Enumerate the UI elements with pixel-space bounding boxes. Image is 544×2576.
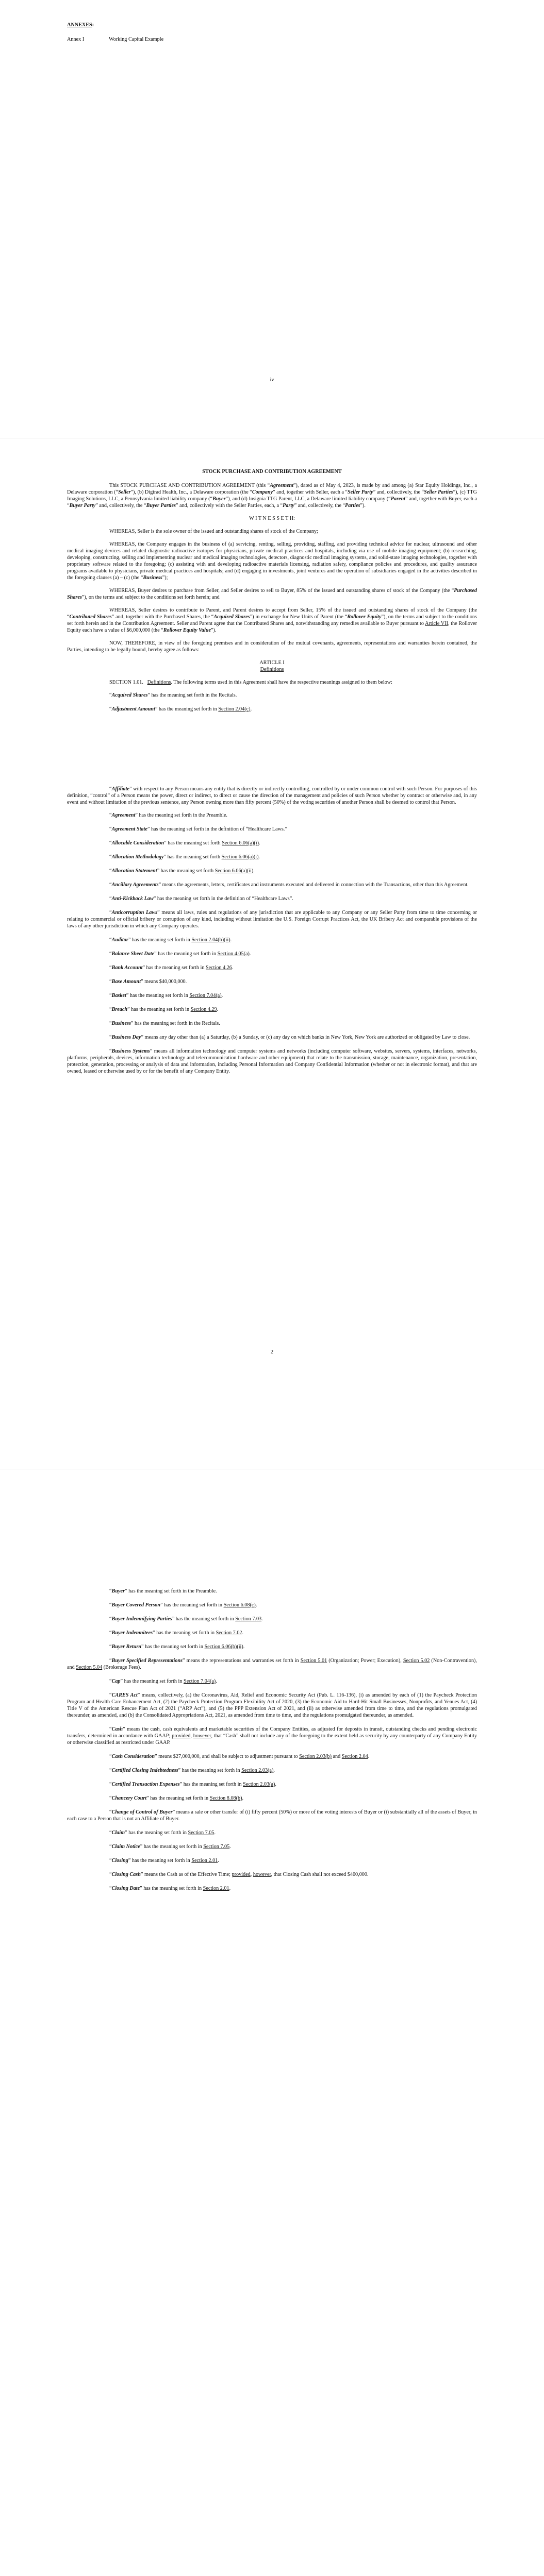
defined-term: Claim [111, 1830, 125, 1836]
definition-text: has the meaning set forth in [123, 1679, 184, 1684]
definition-item: “Allocation Methodology” has the meaning set forth Section 6.06(a)(i). [109, 854, 260, 860]
section-reference: however [193, 1733, 211, 1739]
section-reference: Section 7.05 [188, 1830, 215, 1836]
definition-text: means all information technology and computer systems and networks (including computer software, websites, servers, systems, interfaces, networks, platforms, peripherals, devices, information technology and telecommunication hardware and other equipment) that relate to the transmission, storage, maintenance, organization, presentation, protection, generation, processing or analysis of data and information, including Personal Information and Company Confidential Information (whether or not in electronic format), and that are owned, leased or otherwise used by or for the benefit of any Company Entity. [67, 1048, 477, 1074]
definition-text: has the meaning set forth in [130, 1858, 192, 1863]
section-reference: Section 5.04 [76, 1665, 103, 1670]
definition-item: “CARES Act” means, collectively, (a) the Coronavirus, Aid, Relief and Economic Security Act (Pub. L. 116-136), (i) as amended by each of (1) the Paycheck Protection Program and Health Care Enhancement Act, (2) the Paycheck Protection Program Flexibility Act of 2020, (3) the Economic Aid to Hard-Hit Small Businesses, Nonprofits, and Venues Act, (4) Title V of the American Rescue Plan Act of 2021 (“ARP Act”), and (5) the PPP Extension Act of 2021, and (ii) as otherwise amended from time to time, and the regulations promulgated thereunder, as amended, and (b) the Consolidated Appropriations Act, 2021, as amended from time to time, and the regulations promulgated thereunder, as amended. [67, 1692, 477, 1718]
definition-item: “Claim Notice” has the meaning set forth in Section 7.05. [109, 1844, 231, 1850]
recital-4: WHEREAS, Seller desires to contribute to Parent, and Parent desires to accept from Seller, 15% of the issued and outstanding shares of stock of the Company (the “Contributed Shares” and, together with the Purchased Shares, the “Acquired Shares”) in exchange for New Units of Parent (the “Rollover Equity”), on the terms and subject to the conditions set forth herein and in the Contribution Agreement. Seller and Parent agree that the Contributed Shares and, notwithstanding any remedies available to Buyer pursuant to Article VII, the Rollover Equity each have a value of $6,000,000 (the “Rollover Equity Value”). [67, 607, 477, 633]
defined-term: Auditor [111, 937, 128, 943]
definition-item: “Auditor” has the meaning set forth in Section 2.04(b)(ii). [109, 937, 232, 943]
now-therefore: NOW, THEREFORE, in view of the foregoing premises and in consideration of the mutual covenants, agreements, representations and warranties herein contained, the Parties, intending to be legally bound, hereby agree as follows: [67, 640, 477, 653]
definition-item: “Cash” means the cash, cash equivalents and marketable securities of the Company Entities, as adjusted for deposits in transit, outstanding checks and pending electronic transfers, determined in accordance with GAAP; provided, however, that “Cash” shall not include any of the foregoing to the extent held as security by any counterparty of any Company Entity or otherwise classified as restricted under GAAP. [67, 1726, 477, 1745]
definition-text: means a sale or other transfer of (i) fifty percent (50%) or more of the voting interests of Buyer or (i) substantially all of the assets of Buyer, in each case to a Person that is not an Affiliate of Buyer. [67, 1809, 477, 1822]
page-number: iv [270, 377, 274, 383]
definition-item: “Buyer” has the meaning set forth in the Preamble. [109, 1588, 217, 1594]
definition-text: has the meaning set forth in [143, 1644, 205, 1650]
section-reference: Section 2.04 [341, 1754, 368, 1759]
definition-item: “Breach” has the meaning set forth in Section 4.29. [109, 1007, 219, 1012]
definition-item: “Buyer Specified Representations” means the representations and warranties set forth in Section 5.01 (Organization; Power; Execution), Section 5.02 (Non-Contravention), and Section 5.04 (Brokerage Fees). [67, 1658, 477, 1670]
definition-text: . [232, 965, 234, 971]
defined-term: Buyer Covered Person [111, 1602, 161, 1608]
definition-item: “Adjustment Amount” has the meaning set forth in Section 2.04(c). [109, 706, 252, 712]
defined-term: Cash Consideration [111, 1754, 155, 1759]
page-3 [0, 1469, 544, 2576]
definition-text: . [258, 854, 260, 860]
section-reference: Section 7.04(a) [184, 1679, 216, 1684]
definition-text: has the meaning set forth [159, 868, 215, 874]
definition-item: “Anti-Kickback Law” has the meaning set forth in the definition of “Healthcare Laws”. [109, 896, 293, 902]
definition-text: has the meaning set forth in the Preamble. [137, 812, 227, 818]
definition-text: . [273, 1768, 275, 1773]
page-number: 2 [270, 1349, 274, 1355]
defined-term: Change of Control of Buyer [111, 1809, 173, 1815]
section-reference: Section 2.03(a) [241, 1768, 274, 1773]
definition-text: has the meaning set forth in [129, 1007, 191, 1012]
definition-item: “Business Day” means any day other than (a) a Saturday, (b) a Sunday, or (c) any day on which banks in New York, New York are authorized or obligated by Law to close. [109, 1035, 470, 1040]
definition-item: “Allocation Statement” has the meaning set forth Section 6.06(a)(ii). [109, 868, 255, 874]
definition-text: . [216, 1679, 217, 1684]
definition-item: “Business Systems” means all information technology and computer systems and networks (including computer software, websites, servers, systems, interfaces, networks, platforms, peripherals, devices, information technology and telecommunication hardware and other equipment) that relate to the transmission, storage, maintenance, organization, presentation, protection, generation, processing or analysis of data and information, including Personal Information and Company Confidential Information (whether or not in electronic format), and that are owned, leased or otherwise used by or for the benefit of any Company Entity. [67, 1048, 477, 1074]
definition-text: means $40,000,000. [143, 979, 187, 985]
definition-text: . [250, 706, 252, 712]
definition-affiliate: “Affiliate” with respect to any Person means any entity that is directly or indirectly controlling, controlled by or under common control with such Person. For purposes of this definition, “control” of a Person means the power, direct or indirect, to direct or cause the direction of the management and policies of such Person whether by contract or otherwise and, in any event and without limitation of the previous sentence, any Person owning more than fifty percent (50%) of the voting securities of another Person shall be deemed to control that Person. [67, 786, 477, 805]
definition-text: has the meaning set forth in [174, 1616, 236, 1622]
definition-text: . [253, 868, 255, 874]
section-reference: Section 7.02 [216, 1630, 242, 1636]
definition-text: . [255, 1602, 257, 1608]
definition-item: “Cash Consideration” means $27,000,000, and shall be subject to adjustment pursuant to Section 2.03(b) and Section 2.04. [109, 1754, 370, 1759]
definition-text: . [368, 1754, 370, 1759]
definition-text: means the Cash as of the Effective Time; [143, 1872, 232, 1877]
defined-term: Agreement [111, 812, 136, 818]
defined-term: Buyer Return [111, 1644, 141, 1650]
section-reference: Section 2.01 [203, 1886, 229, 1891]
defined-term: Chancery Court [111, 1795, 147, 1801]
defined-term: Allocation Methodology [111, 854, 164, 860]
section-reference: Section 2.03(b) [299, 1754, 332, 1759]
section-reference: Section 6.06(a)(i) [222, 840, 259, 846]
definition-item: “Agreement” has the meaning set forth in the Preamble. [109, 812, 227, 818]
definition-text: means the representations and warranties set forth in [185, 1658, 301, 1664]
page-annexes [0, 0, 544, 438]
definition-item: “Closing Cash” means the Cash as of the Effective Time; provided, however, that Closing Cash shall not exceed $400,000. [109, 1872, 369, 1877]
definition-text: , that Closing Cash shall not exceed $400,000. [271, 1872, 369, 1877]
definition-item: “Buyer Indemnitees” has the meaning set forth in Section 7.02. [109, 1630, 244, 1636]
definition-item: “Closing Date” has the meaning set forth in Section 2.01. [109, 1886, 231, 1891]
definition-item: “Ancillary Agreements” means the agreements, letters, certificates and instruments executed and delivered in connection with the Transactions, other than this Agreement. [109, 882, 469, 888]
definition-text: . [230, 937, 232, 943]
defined-term: Certified Transaction Expenses [111, 1782, 180, 1787]
definition-text: . [242, 1795, 244, 1801]
defined-term: Acquired Shares [111, 692, 148, 698]
defined-term: Buyer [111, 1588, 125, 1594]
definition-text: has the meaning set forth in [182, 1782, 243, 1787]
defined-term: Balance Sheet Date [111, 951, 155, 957]
defined-term: Anticorruption Laws [111, 910, 158, 916]
article-number: ARTICLE I [259, 660, 285, 666]
definition-item: “Buyer Indemnifying Parties” has the meaning set forth in Section 7.03. [109, 1616, 263, 1622]
section-reference: Section 7.03 [235, 1616, 262, 1622]
definition-text: has the meaning set forth in [180, 1768, 242, 1773]
defined-term: Cap [111, 1679, 121, 1684]
definition-text: means all laws, rules and regulations of any jurisdiction that are applicable to any Company or any Seller Party from time to time concerning or relating to commercial or official bribery or corruption of any kind, including without limitation the U.S. Foreign Corrupt Practices Act, the UK Bribery Act and comparable provisions of the laws of any other jurisdiction in which any Company operates. [67, 910, 477, 929]
section-reference: Section 7.04(a) [189, 993, 222, 998]
section-reference: Section 2.03(a) [243, 1782, 275, 1787]
definition-text: . [243, 1644, 245, 1650]
definition-text: . [275, 1782, 276, 1787]
definitions-list-2 [67, 812, 477, 1075]
definition-item: “Change of Control of Buyer” means a sale or other transfer of (i) fifty percent (50%) or more of the voting interests of Buyer or (i) substantially all of the assets of Buyer, in each case to a Person that is not an Affiliate of Buyer. [67, 1809, 477, 1822]
definition-item: “Closing” has the meaning set forth in Section 2.01. [109, 1858, 219, 1863]
definition-text: (Organization; Power; Execution), [327, 1658, 403, 1664]
definition-text: , that “Cash” shall not include any of the foregoing to the extent held as security by any counterparty of any Company Entity or otherwise classified as restricted under GAAP. [67, 1733, 477, 1745]
definition-text: . [218, 1858, 219, 1863]
section-reference: Section 6.08(c) [223, 1602, 256, 1608]
definition-text: (Non-Contravention), and [67, 1658, 477, 1670]
defined-term: Basket [111, 993, 126, 998]
section-reference: provided [232, 1872, 251, 1877]
section-reference: Section 4.29 [190, 1007, 217, 1012]
definition-text: . [261, 1616, 263, 1622]
definition-text: . [259, 840, 260, 846]
definition-item: “Bank Account” has the meaning set forth in Section 4.26. [109, 965, 234, 971]
defined-term: Bank Account [111, 965, 143, 971]
section-reference: Section 6.06(a)(i) [221, 854, 259, 860]
document-title: STOCK PURCHASE AND CONTRIBUTION AGREEMENT [202, 469, 342, 474]
section-reference: Section 7.05 [203, 1844, 230, 1850]
defined-term: Business Day [111, 1035, 141, 1040]
definition-item: “Business” has the meaning set forth in the Recitals. [109, 1021, 220, 1026]
section-reference: Section 4.05(a) [217, 951, 250, 957]
definition-text: , [190, 1733, 193, 1739]
defined-term: Breach [111, 1007, 128, 1012]
preamble: This STOCK PURCHASE AND CONTRIBUTION AGREEMENT (this “Agreement”), dated as of May 4, 2023, is made by and among (a) Star Equity Holdings, Inc., a Delaware corporation (“Seller”), (b) Digirad Health, Inc., a Delaware corporation (the “Company” and, together with Seller, each a “Seller Party” and, collectively, the “Seller Parties”), (c) TTG Imaging Solutions, LLC, a Pennsylvania limited liability company (“Buyer”), and (d) Insignia TTG Parent, LLC, a Delaware limited liability company (“Parent” and, together with Buyer, each a “Buyer Party” and, collectively, the “Buyer Parties” and, collectively with the Seller Parties, each, a “Party” and, collectively, the “Parties”). [67, 483, 477, 509]
definition-item: “Cap” has the meaning set forth in Section 7.04(a). [109, 1679, 217, 1684]
definition-text: means any day other than (a) a Saturday, (b) a Sunday, or (c) any day on which banks in New York, New York are authorized or obligated by Law to close. [143, 1035, 470, 1040]
definition-text: . [217, 1007, 219, 1012]
defined-term: Closing Cash [111, 1872, 141, 1877]
definition-text: . [214, 1830, 216, 1836]
definitions-list-3 [67, 1588, 477, 1892]
definition-text: has the meaning set forth in the Recitals. [150, 692, 237, 698]
annex-row [67, 36, 84, 43]
section-reference: provided [172, 1733, 191, 1739]
definition-text: has the meaning set forth in [156, 951, 218, 957]
section-reference: Section 6.06(a)(ii) [215, 868, 254, 874]
definition-text: has the meaning set forth [166, 840, 222, 846]
definition-text: . [221, 993, 223, 998]
section-reference: Section 5.02 [403, 1658, 430, 1664]
defined-term: Agreement State [111, 826, 147, 832]
definition-item: “Claim” has the meaning set forth in Section 7.05. [109, 1830, 216, 1836]
definition-text: . [242, 1630, 244, 1636]
definition-item: “Buyer Return” has the meaning set forth in Section 6.06(b)(ii). [109, 1644, 245, 1650]
definition-item: “Basket” has the meaning set forth in Section 7.04(a). [109, 993, 223, 998]
definition-text: has the meaning set forth in [127, 1830, 188, 1836]
section-reference: Section 4.26 [205, 965, 232, 971]
annex-label: Annex I [67, 37, 85, 42]
definition-text: has the meaning set forth in [130, 937, 192, 943]
annexes-heading: ANNEXES: [67, 22, 94, 28]
section-reference: Section 2.01 [191, 1858, 218, 1863]
definition-text: has the meaning set forth in [128, 993, 190, 998]
defined-term: Buyer Specified Representations [111, 1658, 183, 1664]
recital-3: WHEREAS, Buyer desires to purchase from Seller, and Seller desires to sell to Buyer, 85% of the issued and outstanding shares of stock of the Company (the “Purchased Shares”), on the terms and subject to the conditions set forth herein; and [67, 588, 477, 600]
definition-text: has the meaning set forth in [149, 1795, 210, 1801]
defined-term: Base Amount [111, 979, 141, 985]
definition-text: has the meaning set forth in the Preamble. [127, 1588, 217, 1594]
recital-1: WHEREAS, Seller is the sole owner of the issued and outstanding shares of stock of the Company; [109, 529, 318, 534]
definition-text: , [250, 1872, 253, 1877]
section-reference: Section 8.08(b) [209, 1795, 242, 1801]
definition-item: “Agreement State” has the meaning set forth in the definition of “Healthcare Laws.” [109, 826, 287, 832]
defined-term: Cash [111, 1726, 123, 1732]
page-2 [0, 438, 544, 1469]
section-reference: Section 6.06(b)(ii) [204, 1644, 243, 1650]
defined-term: Business Systems [111, 1048, 150, 1054]
definitions-list-1 [67, 692, 477, 713]
witnesseth-heading: W I T N E S S E T H: [249, 516, 295, 521]
annex-title: Working Capital Example [109, 37, 164, 42]
definition-text: has the meaning set forth in the definition of “Healthcare Laws”. [156, 896, 293, 902]
definition-text: has the meaning set forth in the definition of “Healthcare Laws.” [150, 826, 287, 832]
recital-2: WHEREAS, the Company engages in the business of (a) servicing, renting, selling, providing, staffing, and providing technical advice for nuclear, ultrasound and other medical imaging devices and related diagnostic radioactive isotopes for physicians, private medical practices and hospitals, including via use of mobile imaging equipment; (b) researching, developing, constructing, selling and implementing nuclear and medical imaging technologies, detectors, diagnostic medical imaging systems, and solid-state imaging technologies, together with proprietary software related to the foregoing; (c) assisting with and developing radioactive materials licensing, radiation safety, compliance policies and procedures, and quality assurance programs available to physicians, private medical practices and hospitals; and (d) engaging in investments, joint ventures and the operation of subsidiaries engaged in the activities described in the foregoing clauses (a) – (c) (the “Business”); [67, 541, 477, 581]
definition-item: “Balance Sheet Date” has the meaning set forth in Section 4.05(a). [109, 951, 251, 957]
section-reference: Section 2.04(c) [218, 706, 251, 712]
defined-term: CARES Act [111, 1692, 138, 1698]
definition-text: . [229, 1886, 231, 1891]
defined-term: Ancillary Agreements [111, 882, 159, 888]
definition-item: “Anticorruption Laws” means all laws, rules and regulations of any jurisdiction that are applicable to any Company or any Seller Party from time to time concerning or relating to commercial or official bribery or corruption of any kind, including without limitation the U.S. Foreign Corrupt Practices Act, the UK Bribery Act and comparable provisions of the laws of any other jurisdiction in which any Company operates. [67, 910, 477, 929]
definition-item: “Buyer Covered Person” has the meaning set forth in Section 6.08(c). [109, 1602, 257, 1608]
section-reference: however [253, 1872, 271, 1877]
definition-item: “Chancery Court” has the meaning set forth in Section 8.08(b). [109, 1795, 244, 1801]
definition-text: has the meaning set forth in [155, 1630, 216, 1636]
definition-text: has the meaning set forth in [144, 965, 206, 971]
definition-text: has the meaning set forth in the Recitals. [133, 1021, 220, 1026]
definition-text: and [331, 1754, 342, 1759]
section-reference: Section 2.04(b)(ii) [191, 937, 230, 943]
definition-text: has the meaning set forth in [142, 1844, 204, 1850]
defined-term: Allocable Consideration [111, 840, 164, 846]
section-1-01: SECTION 1.01. Definitions. The following terms used in this Agreement shall have the respective meanings assigned to them below: [109, 680, 392, 685]
defined-term: Closing Date [111, 1886, 140, 1891]
defined-term: Closing [111, 1858, 128, 1863]
defined-term: Certified Closing Indebtedness [111, 1768, 178, 1773]
definition-item: “Certified Closing Indebtedness” has the meaning set forth in Section 2.03(a). [109, 1768, 275, 1773]
definition-text: has the meaning set forth in [162, 1602, 224, 1608]
definition-text: means $27,000,000, and shall be subject to adjustment pursuant to [157, 1754, 300, 1759]
definition-text: means the cash, cash equivalents and marketable securities of the Company Entities, as adjusted for deposits in transit, outstanding checks and pending electronic transfers, determined in accordance with GAAP; [67, 1726, 477, 1739]
definition-text: . [249, 951, 251, 957]
definition-text: has the meaning set forth in [142, 1886, 203, 1891]
definition-item: “Base Amount” means $40,000,000. [109, 979, 187, 985]
definition-text: has the meaning set forth [166, 854, 222, 860]
defined-term: Buyer Indemnifying Parties [111, 1616, 172, 1622]
definition-text: has the meaning set forth in [157, 706, 219, 712]
defined-term: Business [111, 1021, 131, 1026]
defined-term: Buyer Indemnitees [111, 1630, 153, 1636]
definition-text: . [229, 1844, 231, 1850]
article-name: Definitions [260, 667, 284, 672]
defined-term: Allocation Statement [111, 868, 157, 874]
defined-term: Adjustment Amount [111, 706, 155, 712]
definition-text: means, collectively, (a) the Coronavirus, Aid, Relief and Economic Security Act (Pub. L. 116-136), (i) as amended by each of (1) the Paycheck Protection Program and Health Care Enhancement Act, (2) the Paycheck Protection Program Flexibility Act of 2020, (3) the Economic Aid to Hard-Hit Small Businesses, Nonprofits, and Venues Act, (4) Title V of the American Rescue Plan Act of 2021 (“ARP Act”), and (5) the PPP Extension Act of 2021, and (ii) as otherwise amended from time to time, and the regulations promulgated thereunder, as amended, and (b) the Consolidated Appropriations Act, 2021, as amended from time to time, and the regulations promulgated thereunder, as amended. [67, 1692, 477, 1718]
definition-text: means the agreements, letters, certificates and instruments executed and delivered in connection with the Transactions, other than this Agreement. [161, 882, 469, 888]
definition-text: (Brokerage Fees). [102, 1665, 141, 1670]
definition-item: “Certified Transaction Expenses” has the meaning set forth in Section 2.03(a). [109, 1782, 276, 1787]
definition-item: “Acquired Shares” has the meaning set forth in the Recitals. [109, 692, 237, 698]
section-reference: Section 5.01 [300, 1658, 327, 1664]
definition-item: “Allocable Consideration” has the meaning set forth Section 6.06(a)(i). [109, 840, 260, 846]
defined-term: Claim Notice [111, 1844, 140, 1850]
defined-term: Anti-Kickback Law [111, 896, 154, 902]
